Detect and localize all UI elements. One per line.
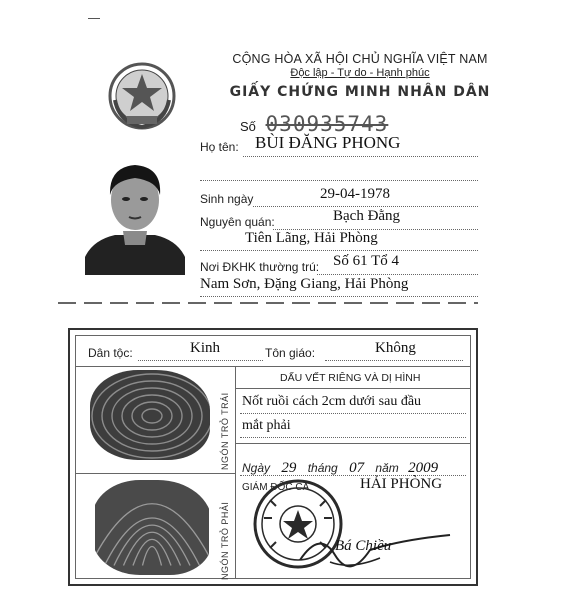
marks-value-2: mắt phải bbox=[242, 418, 291, 433]
fingerprint-row-divider bbox=[75, 473, 235, 474]
religion-dotline bbox=[325, 360, 463, 361]
issue-month-label: tháng bbox=[307, 461, 338, 475]
national-motto: Độc lập - Tự do - Hạnh phúc bbox=[290, 67, 430, 79]
document-title: GIẤY CHỨNG MINH NHÂN DÂN bbox=[229, 84, 491, 100]
marks-title-rule bbox=[235, 388, 471, 389]
issuer-label: GIÁM ĐỐC CA bbox=[242, 482, 310, 493]
right-finger-label: NGÓN TRỎ PHẢI bbox=[220, 501, 230, 580]
issuer-city: HẢI PHÒNG bbox=[360, 476, 443, 492]
residence-dotline-1 bbox=[317, 274, 478, 275]
marks-dotline-2 bbox=[240, 437, 466, 438]
name-dotline bbox=[243, 156, 478, 157]
origin-dotline-2 bbox=[200, 250, 478, 251]
id-card-back bbox=[68, 328, 478, 586]
origin-value-1: Bạch Đằng bbox=[333, 208, 401, 224]
ethnicity-dotline bbox=[138, 360, 263, 361]
marks-title: DẤU VẾT RIÊNG VÀ DỊ HÌNH bbox=[280, 372, 421, 384]
fingerprint-column-divider bbox=[235, 366, 236, 579]
marks-value-1: Nốt ruồi cách 2cm dưới sau đầu bbox=[242, 394, 422, 409]
national-emblem-icon bbox=[107, 60, 177, 132]
residence-value-1: Số 61 Tổ 4 bbox=[333, 253, 399, 269]
name-value: BÙI ĐĂNG PHONG bbox=[255, 133, 401, 152]
back-row-divider bbox=[75, 366, 471, 367]
scan-cut-line bbox=[58, 302, 478, 304]
id-card-front bbox=[55, 20, 525, 300]
id-number-label: Số bbox=[240, 119, 256, 134]
right-index-fingerprint bbox=[92, 480, 212, 575]
dob-value: 29-04-1978 bbox=[320, 186, 390, 202]
issue-year-label: năm bbox=[375, 461, 399, 475]
ethnicity-value: Kinh bbox=[190, 340, 220, 356]
left-index-fingerprint bbox=[90, 370, 210, 460]
residence-value-2: Nam Sơn, Đặng Giang, Hải Phòng bbox=[200, 276, 409, 292]
ethnicity-label: Dân tộc: bbox=[88, 346, 133, 360]
origin-label: Nguyên quán: bbox=[200, 215, 275, 229]
portrait-photo bbox=[85, 145, 185, 275]
marks-bottom-rule bbox=[235, 443, 471, 444]
name-label: Họ tên: bbox=[200, 140, 239, 154]
id-number-value: 030935743 bbox=[265, 112, 389, 136]
origin-value-2: Tiên Lãng, Hải Phòng bbox=[245, 230, 378, 246]
dob-label: Sinh ngày bbox=[200, 192, 254, 206]
dob-dotline bbox=[253, 206, 478, 207]
religion-value: Không bbox=[375, 340, 416, 356]
marks-dotline-1 bbox=[240, 413, 466, 414]
country-name: CỘNG HÒA XÃ HỘI CHỦ NGHĨA VIỆT NAM bbox=[232, 52, 488, 66]
scan-mark-top bbox=[88, 18, 100, 19]
left-finger-label: NGÓN TRỎ TRÁI bbox=[220, 392, 230, 470]
issue-year-value: 2009 bbox=[408, 460, 439, 476]
card-header bbox=[205, 52, 515, 100]
residence-dotline-2 bbox=[200, 296, 478, 297]
issue-day-value: 29 bbox=[281, 460, 297, 476]
religion-label: Tôn giáo: bbox=[265, 346, 316, 360]
issue-day-label: Ngày bbox=[242, 461, 271, 475]
residence-label: Nơi ĐKHK thường trú: bbox=[200, 260, 320, 274]
signatory-name: Bá Chiều bbox=[335, 538, 392, 554]
blank-dotline bbox=[200, 180, 478, 181]
issue-month-value: 07 bbox=[349, 460, 365, 476]
